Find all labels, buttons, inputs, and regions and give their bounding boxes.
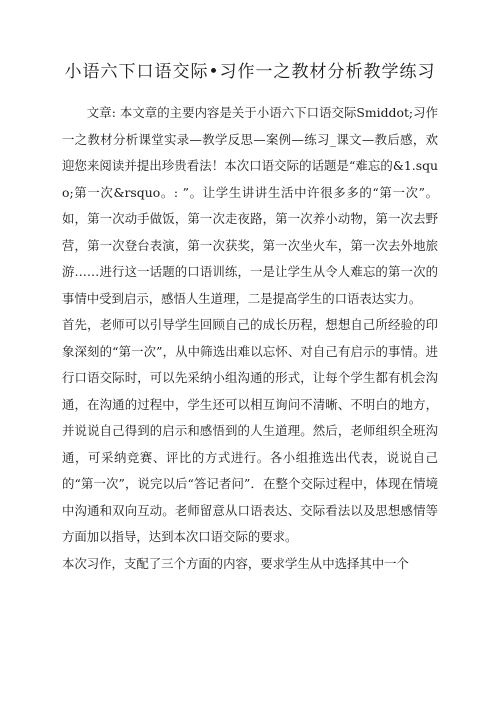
paragraph-writing: 本次习作，支配了三个方面的内容，要求学生从中选择其中一个 <box>62 555 409 571</box>
paragraph-oral-communication: 首先，老师可以引导学生回顾自己的成长历程，想想自己所经验的印象深刻的“第一次”，从中筛选出难以忘怀、对自己有启示的事情。进行口语交际时，可以先采纳小组沟通的形式，让每个学生都有机会沟通，在沟通的过程中，学生还可以相互询问不清晰、不明白的地方，并说说自己得到的启示和感悟到的人生道理。然后，老师组织全班沟通，可采纳竞赛、评比的方式进行。各小组推选出代表，说说自己的“第一次”，说完以后“答记者问”．在整个交际过程中，体现在情境中沟通和双向互动。老师留意从口语表达、交际看法以及思想感情等方面加以指导，达到本次口语交际的要求。 <box>62 317 438 544</box>
page-title: 小语六下口语交际•习作一之教材分析教学练习 <box>64 62 436 82</box>
paragraph-intro: 文章: 本文章的主要内容是关于小语六下口语交际Smiddot;习作一之教材分析课堂实录—教学反思—案例—练习_课文—教后感，欢迎您来阅读并提出珍贵看法！本次口语交际的话题是“难忘的&1.squo;第一次&rsquo。: ”。让学生讲讲生活中许很多多的“第一次”。如，第一次动手做饭，第一次走夜路，第一次养小动物，第一次去野营，第一次登台表演，第一次获奖，第一次坐火车，第一次去外地旅游……进行这一话题的口语训练，一是让学生从令人难忘的第一次的事情中受到启示，感悟人生道理，二是提高学生的口语表达实力。 <box>62 105 438 306</box>
